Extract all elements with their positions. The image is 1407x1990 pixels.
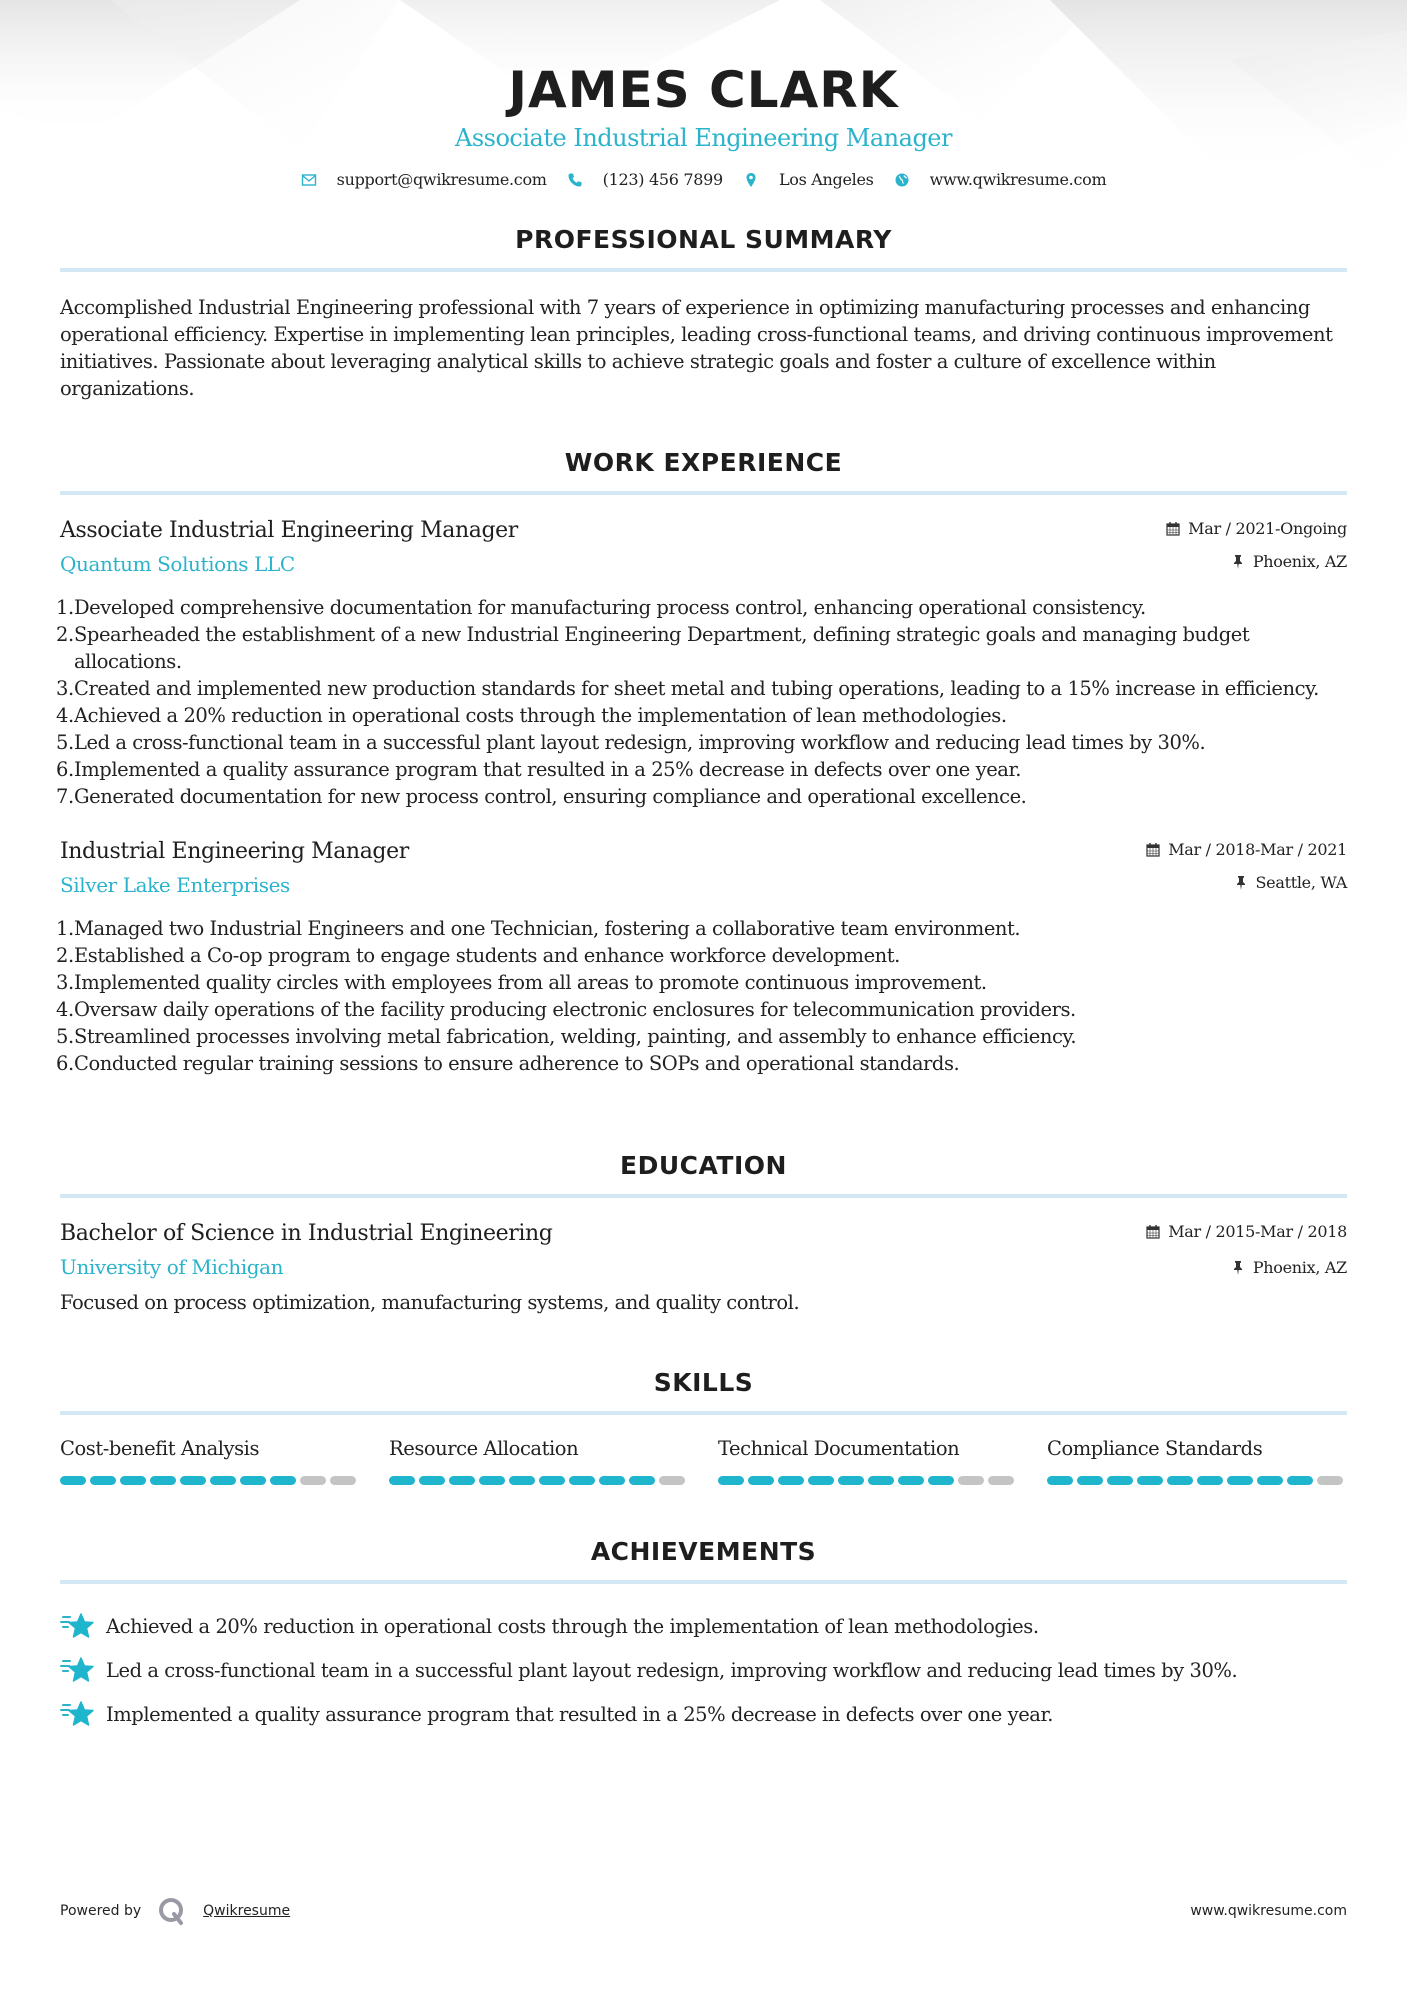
- skill-level-segment: [1137, 1476, 1163, 1485]
- contact-website[interactable]: [894, 170, 1107, 189]
- list-item: 3. Implemented quality circles with employees from all areas to promote continuous improvement.: [56, 971, 987, 994]
- skill-level-segment: [509, 1476, 535, 1485]
- section-heading: PROFESSIONAL SUMMARY: [515, 225, 892, 254]
- skill-name: Technical Documentation: [718, 1437, 960, 1460]
- skill-level-segment: [539, 1476, 565, 1485]
- page-footer: [60, 1896, 1347, 1926]
- pushpin-icon: [1234, 875, 1248, 890]
- qwikresume-logo-icon: [157, 1896, 187, 1926]
- job-company: Silver Lake Enterprises: [60, 873, 290, 897]
- achievement-text: Implemented a quality assurance program that resulted in a 25% decrease in defects over one year.: [106, 1702, 1053, 1726]
- contact-bar: [60, 170, 1347, 189]
- skill-level-segment: [1257, 1476, 1283, 1485]
- skills-section: [60, 1368, 1347, 1485]
- phone-icon: [567, 172, 583, 188]
- skill-level-segment: [1107, 1476, 1133, 1485]
- list-item: 2. Spearheaded the establishment of a new Industrial Engineering Department, defining strategic goals and managing budget allocations.: [56, 623, 1250, 673]
- skill-level-segment: [1047, 1476, 1073, 1485]
- contact-phone-text: (123) 456 7899: [602, 170, 723, 189]
- contact-location: [743, 170, 874, 189]
- job-meta: [1166, 517, 1347, 572]
- skill-level-segment: [718, 1476, 744, 1485]
- list-item: 4. Oversaw daily operations of the facility producing electronic enclosures for telecommunication providers.: [56, 998, 1076, 1021]
- skill-level-segment: [120, 1476, 146, 1485]
- candidate-title: Associate Industrial Engineering Manager: [455, 124, 952, 152]
- skill-item: [1047, 1437, 1347, 1485]
- achievements-section: [60, 1537, 1347, 1736]
- skill-level-segment: [389, 1476, 415, 1485]
- section-divider: [60, 268, 1347, 272]
- section-heading: WORK EXPERIENCE: [564, 448, 843, 477]
- skill-level-segment: [1287, 1476, 1313, 1485]
- job-location: Phoenix, AZ: [1252, 551, 1347, 571]
- skill-level-segment: [90, 1476, 116, 1485]
- achievement-item: [60, 1604, 1347, 1648]
- section-heading: EDUCATION: [620, 1151, 787, 1180]
- education-meta: [1146, 1220, 1347, 1278]
- skill-level-segment: [240, 1476, 266, 1485]
- envelope-icon: [301, 172, 317, 188]
- list-item: 4. Achieved a 20% reduction in operational costs through the implementation of lean methodologies.: [56, 704, 1007, 727]
- skill-name: Resource Allocation: [389, 1437, 579, 1460]
- job-company: Quantum Solutions LLC: [60, 552, 295, 576]
- skill-level-segment: [1317, 1476, 1343, 1485]
- shooting-star-icon: [60, 1655, 94, 1685]
- skill-level-bar: [389, 1476, 689, 1485]
- qwikresume-link[interactable]: Qwikresume: [203, 1903, 291, 1919]
- skill-level-segment: [868, 1476, 894, 1485]
- job-entry: [56, 838, 1347, 1077]
- job-bullets: [56, 915, 1347, 1077]
- achievement-item: [60, 1692, 1347, 1736]
- list-item: 6. Implemented a quality assurance program that resulted in a 25% decrease in defects over one year.: [56, 758, 1021, 781]
- school-name: University of Michigan: [60, 1255, 284, 1279]
- calendar-icon: [1166, 521, 1180, 536]
- skill-level-segment: [210, 1476, 236, 1485]
- shooting-star-icon: [60, 1611, 94, 1641]
- achievement-text: Achieved a 20% reduction in operational costs through the implementation of lean methodologies.: [106, 1614, 1039, 1638]
- skill-level-segment: [898, 1476, 924, 1485]
- job-bullets: [56, 594, 1347, 810]
- skill-level-segment: [629, 1476, 655, 1485]
- list-item: 6. Conducted regular training sessions to ensure adherence to SOPs and operational standards.: [56, 1052, 960, 1075]
- contact-website-text: www.qwikresume.com: [929, 170, 1107, 189]
- skill-level-segment: [569, 1476, 595, 1485]
- skill-level-bar: [1047, 1476, 1347, 1485]
- powered-by: [60, 1896, 290, 1926]
- skill-name: Cost-benefit Analysis: [60, 1437, 260, 1460]
- skill-level-segment: [599, 1476, 625, 1485]
- skill-level-segment: [748, 1476, 774, 1485]
- list-item: 1. Managed two Industrial Engineers and one Technician, fostering a collaborative team environment.: [56, 917, 1021, 940]
- job-entry: [56, 517, 1347, 810]
- education-description: Focused on process optimization, manufacturing systems, and quality control.: [60, 1291, 800, 1314]
- education-section: [60, 1151, 1347, 1316]
- education-dates: Mar / 2015-Mar / 2018: [1168, 1221, 1347, 1241]
- section-heading: ACHIEVEMENTS: [590, 1537, 817, 1566]
- list-item: 7. Generated documentation for new process control, ensuring compliance and operational excellence.: [56, 785, 1027, 808]
- candidate-name: JAMES CLARK: [508, 61, 899, 119]
- professional-summary-section: [60, 225, 1347, 402]
- education-entry: [60, 1220, 1347, 1316]
- section-divider: [60, 491, 1347, 495]
- job-title: Industrial Engineering Manager: [60, 839, 409, 864]
- skill-level-segment: [479, 1476, 505, 1485]
- achievement-item: [60, 1648, 1347, 1692]
- skill-level-segment: [659, 1476, 685, 1485]
- skill-level-segment: [1227, 1476, 1253, 1485]
- contact-phone[interactable]: [567, 170, 723, 189]
- job-dates: Mar / 2018-Mar / 2021: [1168, 839, 1347, 859]
- degree-title: Bachelor of Science in Industrial Engineering: [60, 1221, 553, 1246]
- skill-level-segment: [808, 1476, 834, 1485]
- achievements-list: [60, 1604, 1347, 1736]
- job-header: [60, 838, 1347, 897]
- skill-level-segment: [1197, 1476, 1223, 1485]
- skill-level-segment: [988, 1476, 1014, 1485]
- section-divider: [60, 1411, 1347, 1415]
- list-item: 5. Led a cross-functional team in a successful plant layout redesign, improving workflow and reducing lead times by 30%.: [56, 731, 1206, 754]
- skill-level-bar: [60, 1476, 360, 1485]
- section-heading: SKILLS: [653, 1368, 754, 1397]
- list-item: 1. Developed comprehensive documentation for manufacturing process control, enhancing operational consistency.: [56, 596, 1146, 619]
- globe-icon: [894, 172, 910, 188]
- pushpin-icon: [1231, 554, 1245, 569]
- work-experience-section: [56, 448, 1347, 1077]
- skill-level-segment: [958, 1476, 984, 1485]
- contact-email-text: support@qwikresume.com: [336, 170, 547, 189]
- contact-email[interactable]: [301, 170, 547, 189]
- skill-level-segment: [60, 1476, 86, 1485]
- list-item: 3. Created and implemented new production standards for sheet metal and tubing operations, leading to a 15% increase in efficiency.: [56, 677, 1319, 700]
- skill-level-segment: [270, 1476, 296, 1485]
- skill-level-segment: [778, 1476, 804, 1485]
- resume-header: [60, 0, 1347, 189]
- summary-text: Accomplished Industrial Engineering professional with 7 years of experience in optimizing manufacturing processes and enhancing operational efficiency. Expertise in implementing lean principles, leading cross-functional teams, and driving continuous improvement initiatives. Passionate about leveraging analytical skills to achieve strategic goals and foster a culture of excellence within organizations.: [60, 296, 1333, 400]
- skill-level-segment: [419, 1476, 445, 1485]
- skill-level-segment: [1077, 1476, 1103, 1485]
- skill-level-segment: [180, 1476, 206, 1485]
- skill-level-segment: [449, 1476, 475, 1485]
- list-item: 2. Established a Co-op program to engage students and enhance workforce development.: [56, 944, 900, 967]
- education-location: Phoenix, AZ: [1252, 1257, 1347, 1277]
- calendar-icon: [1146, 1224, 1160, 1239]
- map-pin-icon: [743, 172, 759, 188]
- job-location: Seattle, WA: [1255, 872, 1347, 892]
- skill-name: Compliance Standards: [1047, 1437, 1263, 1460]
- skills-list: [60, 1437, 1347, 1485]
- skill-item: [718, 1437, 1018, 1485]
- section-divider: [60, 1194, 1347, 1198]
- footer-url[interactable]: www.qwikresume.com: [1190, 1903, 1347, 1919]
- contact-location-text: Los Angeles: [778, 170, 874, 189]
- skill-level-bar: [718, 1476, 1018, 1485]
- skill-item: [60, 1437, 360, 1485]
- job-title: Associate Industrial Engineering Manager: [60, 518, 518, 543]
- skill-level-segment: [330, 1476, 356, 1485]
- skill-level-segment: [300, 1476, 326, 1485]
- skill-level-segment: [928, 1476, 954, 1485]
- calendar-icon: [1146, 842, 1160, 857]
- job-meta: [1146, 838, 1347, 893]
- powered-by-label: Powered by: [60, 1903, 142, 1919]
- skill-level-segment: [838, 1476, 864, 1485]
- pushpin-icon: [1231, 1260, 1245, 1275]
- skill-level-segment: [1167, 1476, 1193, 1485]
- job-header: [60, 517, 1347, 576]
- job-dates: Mar / 2021-Ongoing: [1188, 518, 1347, 538]
- skill-level-segment: [150, 1476, 176, 1485]
- skill-item: [389, 1437, 689, 1485]
- achievement-text: Led a cross-functional team in a successful plant layout redesign, improving workflow and reducing lead times by 30%.: [106, 1658, 1238, 1682]
- section-divider: [60, 1580, 1347, 1584]
- list-item: 5. Streamlined processes involving metal fabrication, welding, painting, and assembly to enhance efficiency.: [56, 1025, 1077, 1048]
- shooting-star-icon: [60, 1699, 94, 1729]
